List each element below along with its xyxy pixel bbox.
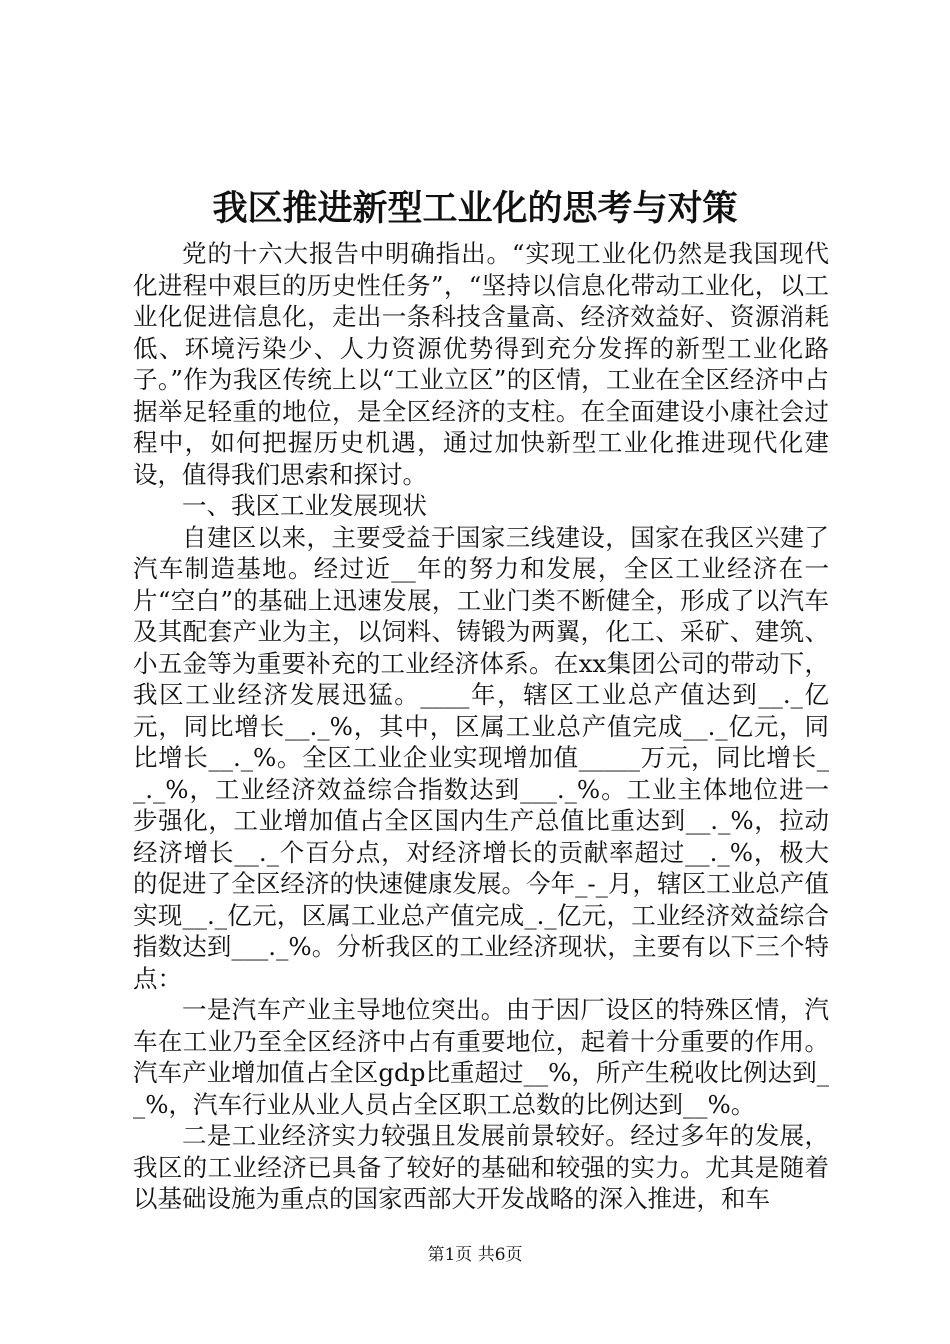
paragraph-feature-1: 一是汽车产业主导地位突出。由于因厂设区的特殊区情，汽车在工业乃至全区经济中占有重要地位，起着十分重要的作用。汽车产业增加值占全区gdp比重超过__%，所产生税收比例达到__%，汽车行业从业人员占全区职工总数的比例达到__%。 [133,995,829,1119]
section-heading: 一、我区工业发展现状 [182,491,427,520]
document-body [133,238,829,1215]
paragraph-status: 自建区以来，主要受益于国家三线建设，国家在我区兴建了汽车制造基地。经过近__年的努力和发展，全区工业经济在一片“空白”的基础上迅速发展，工业门类不断健全，形成了以汽车及其配套产业为主，以饲料、铸锻为两翼，化工、采矿、建筑、小五金等为重要补充的工业经济体系。在xx集团公司的带动下，我区工业经济发展迅猛。____年，辖区工业总产值达到__._亿元，同比增长__._%，其中，区属工业总产值完成__._亿元，同比增长__._%。全区工业企业实现增加值_____万元，同比增长__._%，工业经济效益综合指数达到___._%。工业主体地位进一步强化，工业增加值占全区国内生产总值比重达到__._%，拉动经济增长__._个百分点，对经济增长的贡献率超过__._%，极大的促进了全区经济的快速健康发展。今年_-_月，辖区工业总产值实现__._亿元，区属工业总产值完成_._亿元，工业经济效益综合指数达到___._%。分析我区的工业经济现状，主要有以下三个特点： [133,522,829,993]
paragraph-intro: 党的十六大报告中明确指出。“实现工业化仍然是我国现代化进程中艰巨的历史性任务”，“坚持以信息化带动工业化，以工业化促进信息化，走出一条科技含量高、经济效益好、资源消耗低、环境污染少、人力资源优势得到充分发挥的新型工业化路子。”作为我区传统上以“工业立区”的区情，工业在全区经济中占据举足轻重的地位，是全区经济的支柱。在全面建设小康社会过程中，如何把握历史机遇，通过加快新型工业化推进现代化建设，值得我们思索和探讨。 [133,239,829,489]
page-number-footer: 第1页 共6页 [427,1245,523,1265]
paragraph-feature-2: 二是工业经济实力较强且发展前景较好。经过多年的发展，我区的工业经济已具备了较好的基础和较强的实力。尤其是随着以基础设施为重点的国家西部大开发战略的深入推进，和车 [133,1121,829,1213]
document-title: 我区推进新型工业化的思考与对策 [212,188,738,229]
